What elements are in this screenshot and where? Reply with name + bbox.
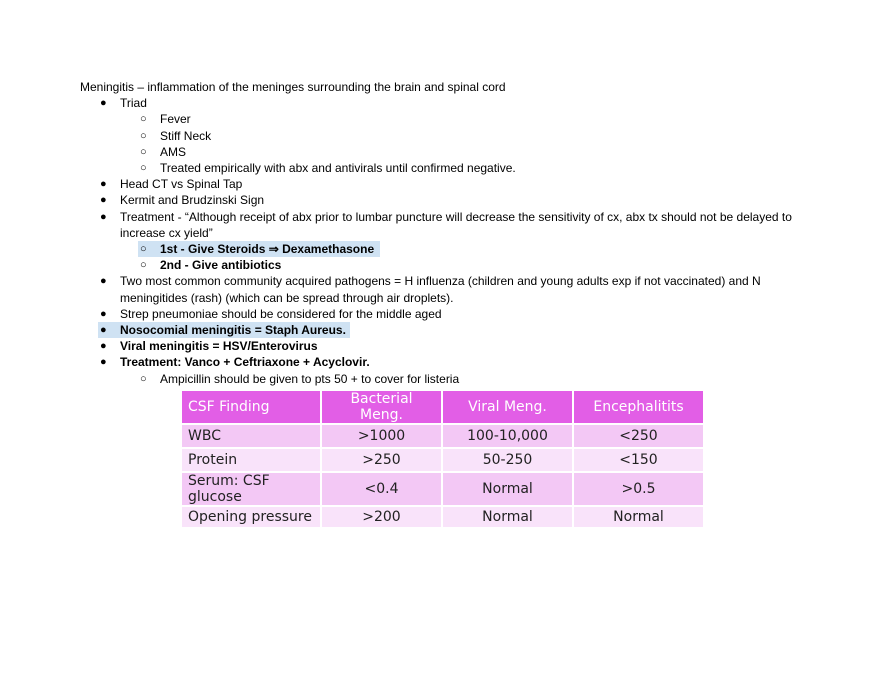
- item-text: Ampicillin should be given to pts 50 + to cover for listeria: [160, 371, 460, 386]
- column-header: Encephalitits: [573, 390, 704, 424]
- list-item: [80, 95, 800, 111]
- csf-findings-table: [180, 389, 705, 529]
- table-cell: <150: [573, 448, 704, 472]
- circle-bullet-icon: ○: [140, 259, 147, 272]
- item-text: Head CT vs Spinal Tap: [120, 177, 243, 192]
- sub-list-item: [80, 144, 800, 160]
- table-cell: >250: [321, 448, 442, 472]
- page-heading: Meningitis – inflammation of the meninges surrounding the brain and spinal cord: [80, 80, 506, 94]
- table-cell: >1000: [321, 424, 442, 448]
- bullet-icon: ●: [100, 356, 107, 369]
- table-row: [181, 472, 704, 506]
- table-cell: Protein: [181, 448, 321, 472]
- circle-bullet-icon: ○: [140, 162, 147, 175]
- circle-bullet-icon: ○: [140, 372, 147, 385]
- table-row: [181, 424, 704, 448]
- table-cell: <250: [573, 424, 704, 448]
- list-item: [80, 176, 800, 192]
- table-cell: Normal: [442, 472, 573, 506]
- circle-bullet-icon: ○: [140, 129, 147, 142]
- item-text: Treatment: Vanco + Ceftriaxone + Acyclovir.: [120, 355, 370, 370]
- sub-list-item: [80, 371, 800, 387]
- item-text: Triad: [120, 96, 147, 111]
- table-row: [181, 448, 704, 472]
- sub-list-item: [80, 111, 800, 127]
- circle-bullet-icon: ○: [140, 113, 147, 126]
- item-text: Viral meningitis = HSV/Enterovirus: [120, 339, 318, 354]
- list-item-highlighted: [80, 322, 800, 338]
- list-item: [80, 273, 800, 305]
- table-row: [181, 506, 704, 528]
- sub-list-item: [80, 128, 800, 144]
- bullet-icon: ●: [100, 275, 107, 288]
- sub-list-item: [80, 257, 800, 273]
- item-text: Treated empirically with abx and antivirals until confirmed negative.: [160, 161, 516, 176]
- column-header: Bacterial Meng.: [321, 390, 442, 424]
- notes-body: [80, 79, 800, 387]
- sub-list-item: [80, 160, 800, 176]
- list-item: [80, 192, 800, 208]
- table-cell: Serum: CSF glucose: [181, 472, 321, 506]
- bullet-icon: ●: [100, 210, 107, 223]
- bullet-icon: ●: [100, 324, 107, 337]
- bullet-icon: ●: [100, 178, 107, 191]
- table-cell: WBC: [181, 424, 321, 448]
- list-item: [80, 338, 800, 354]
- table-cell: 100-10,000: [442, 424, 573, 448]
- table-cell: 50-250: [442, 448, 573, 472]
- item-text: AMS: [160, 144, 187, 159]
- bullet-icon: ●: [100, 340, 107, 353]
- item-text: Nosocomial meningitis = Staph Aureus.: [120, 323, 346, 338]
- column-header: Viral Meng.: [442, 390, 573, 424]
- table-cell: Opening pressure: [181, 506, 321, 528]
- circle-bullet-icon: ○: [140, 145, 147, 158]
- table-cell: >200: [321, 506, 442, 528]
- circle-bullet-icon: ○: [140, 243, 147, 256]
- item-text: Kermit and Brudzinski Sign: [120, 193, 265, 208]
- table-cell: Normal: [573, 506, 704, 528]
- item-text: 2nd - Give antibiotics: [160, 258, 282, 273]
- column-header: CSF Finding: [181, 390, 321, 424]
- item-text: Fever: [160, 112, 191, 127]
- table-cell: Normal: [442, 506, 573, 528]
- list-item: [80, 354, 800, 370]
- list-item: [80, 209, 800, 241]
- bullet-icon: ●: [100, 307, 107, 320]
- table-cell: >0.5: [573, 472, 704, 506]
- bullet-icon: ●: [100, 97, 107, 110]
- table-header-row: [181, 390, 704, 424]
- list-item: [80, 306, 800, 322]
- item-text: Two most common community acquired pathogens = H influenza (children and young adults exp if not vaccinated) and N meningitides (rash) (which can be spread through air droplets).: [120, 274, 761, 305]
- table-cell: <0.4: [321, 472, 442, 506]
- item-text: Treatment - “Although receipt of abx prior to lumbar puncture will decrease the sensitivity of cx, abx tx should not be delayed to increase cx yield”: [120, 209, 792, 240]
- item-text: Strep pneumoniae should be considered for the middle aged: [120, 306, 442, 321]
- bullet-icon: ●: [100, 194, 107, 207]
- item-text: 1st - Give Steroids ⇒ Dexamethasone: [160, 242, 375, 257]
- sub-list-item-highlighted: [80, 241, 800, 257]
- item-text: Stiff Neck: [160, 128, 212, 143]
